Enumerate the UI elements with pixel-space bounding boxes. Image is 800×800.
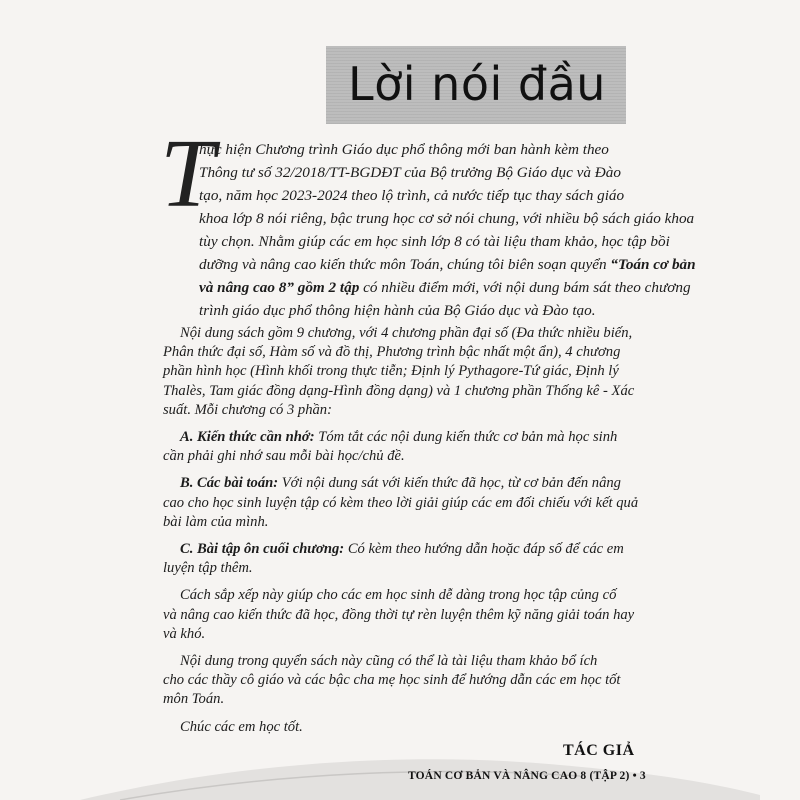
arrange-line: và khó. — [163, 625, 206, 642]
part-a-text: Tóm tắt các nội dung kiến thức cơ bản mà học sinh — [314, 429, 618, 445]
book-title-part-b: và nâng cao 8” gồm 2 tập — [199, 279, 360, 296]
arrange-line: và nâng cao kiến thức đã học, đồng thời tự rèn luyện thêm kỹ năng giải toán hay — [163, 606, 635, 623]
intro-line: tạo, năm học 2023-2024 theo lộ trình, cả nước tiếp tục thay sách giáo — [199, 187, 625, 204]
part-c-line: luyện tập thêm. — [163, 560, 253, 577]
page-title: Lời nói đầu — [348, 57, 606, 111]
intro-line: hực hiện Chương trình Giáo dục phổ thông mới ban hành kèm theo — [199, 141, 609, 158]
reference-line: Nội dung trong quyển sách này cũng có thể là tài liệu tham khảo bổ ích — [180, 653, 598, 669]
arrange-line: Cách sắp xếp này giúp cho các em học sinh dễ dàng trong học tập củng cố — [180, 587, 617, 604]
intro-line-with-book-title — [199, 277, 691, 300]
content-line: Nội dung sách gồm 9 chương, với 4 chương phần đại số (Đa thức nhiều biến, — [180, 325, 633, 341]
part-b-line: cao cho học sinh luyện tập có kèm theo lời giải giúp các em đối chiếu với kết quả — [163, 494, 639, 511]
content-line: Phân thức đại số, Hàm số và đồ thị, Phương trình bậc nhất một ẩn), 4 chương — [163, 344, 621, 361]
intro-line-with-book-title — [199, 254, 696, 277]
intro-text: dưỡng và nâng cao kiến thức môn Toán, chúng tôi biên soạn quyển — [199, 256, 607, 273]
book-title-part-a: “Toán cơ bản — [610, 256, 696, 273]
reference-line: môn Toán. — [163, 691, 225, 708]
page-footer: TOÁN CƠ BẢN VÀ NÂNG CAO 8 (TẬP 2) • 3 — [408, 770, 646, 782]
intro-line: trình giáo dục phổ thông hiện hành của Bộ Giáo dục và Đào tạo. — [199, 302, 596, 319]
author-signature: TÁC GIẢ — [563, 741, 635, 759]
part-c-label: C. Bài tập ôn cuối chương: — [180, 541, 345, 557]
part-b-line: bài làm của mình. — [163, 513, 269, 530]
part-b-text: Với nội dung sát với kiến thức đã học, từ cơ bản đến nâng — [278, 475, 621, 492]
content-line: phần hình học (Hình khối trong thực tiễn; Định lý Pythagore-Tứ giác, Định lý — [163, 363, 619, 380]
intro-text: có nhiều điểm mới, với nội dung bám sát theo chương — [363, 279, 691, 296]
intro-line: tùy chọn. Nhằm giúp các em học sinh lớp 8 có tài liệu tham khảo, học tập bồi — [199, 233, 670, 250]
content-line: suất. Mỗi chương có 3 phần: — [163, 401, 332, 418]
intro-line: khoa lớp 8 nói riêng, bậc trung học cơ sở nói chung, với nhiều bộ sách giáo khoa — [199, 210, 695, 227]
closing-wish: Chúc các em học tốt. — [180, 718, 303, 735]
part-a-label: A. Kiến thức cần nhớ: — [180, 429, 315, 445]
reference-line: cho các thầy cô giáo và các bậc cha mẹ học sinh để hướng dẫn các em học tốt — [163, 672, 621, 689]
part-b-label: B. Các bài toán: — [180, 475, 279, 492]
part-a-line: cần phải ghi nhớ sau mỗi bài học/chủ đề. — [163, 448, 405, 465]
part-c-text: Có kèm theo hướng dẫn hoặc đáp số để các em — [344, 541, 624, 557]
drop-cap: T — [160, 120, 215, 228]
intro-line: Thông tư số 32/2018/TT-BGDĐT của Bộ trưởng Bộ Giáo dục và Đào — [199, 164, 621, 181]
content-line: Thalès, Tam giác đồng dạng-Hình đồng dạng) và 1 chương phần Thống kê - Xác — [163, 382, 635, 399]
